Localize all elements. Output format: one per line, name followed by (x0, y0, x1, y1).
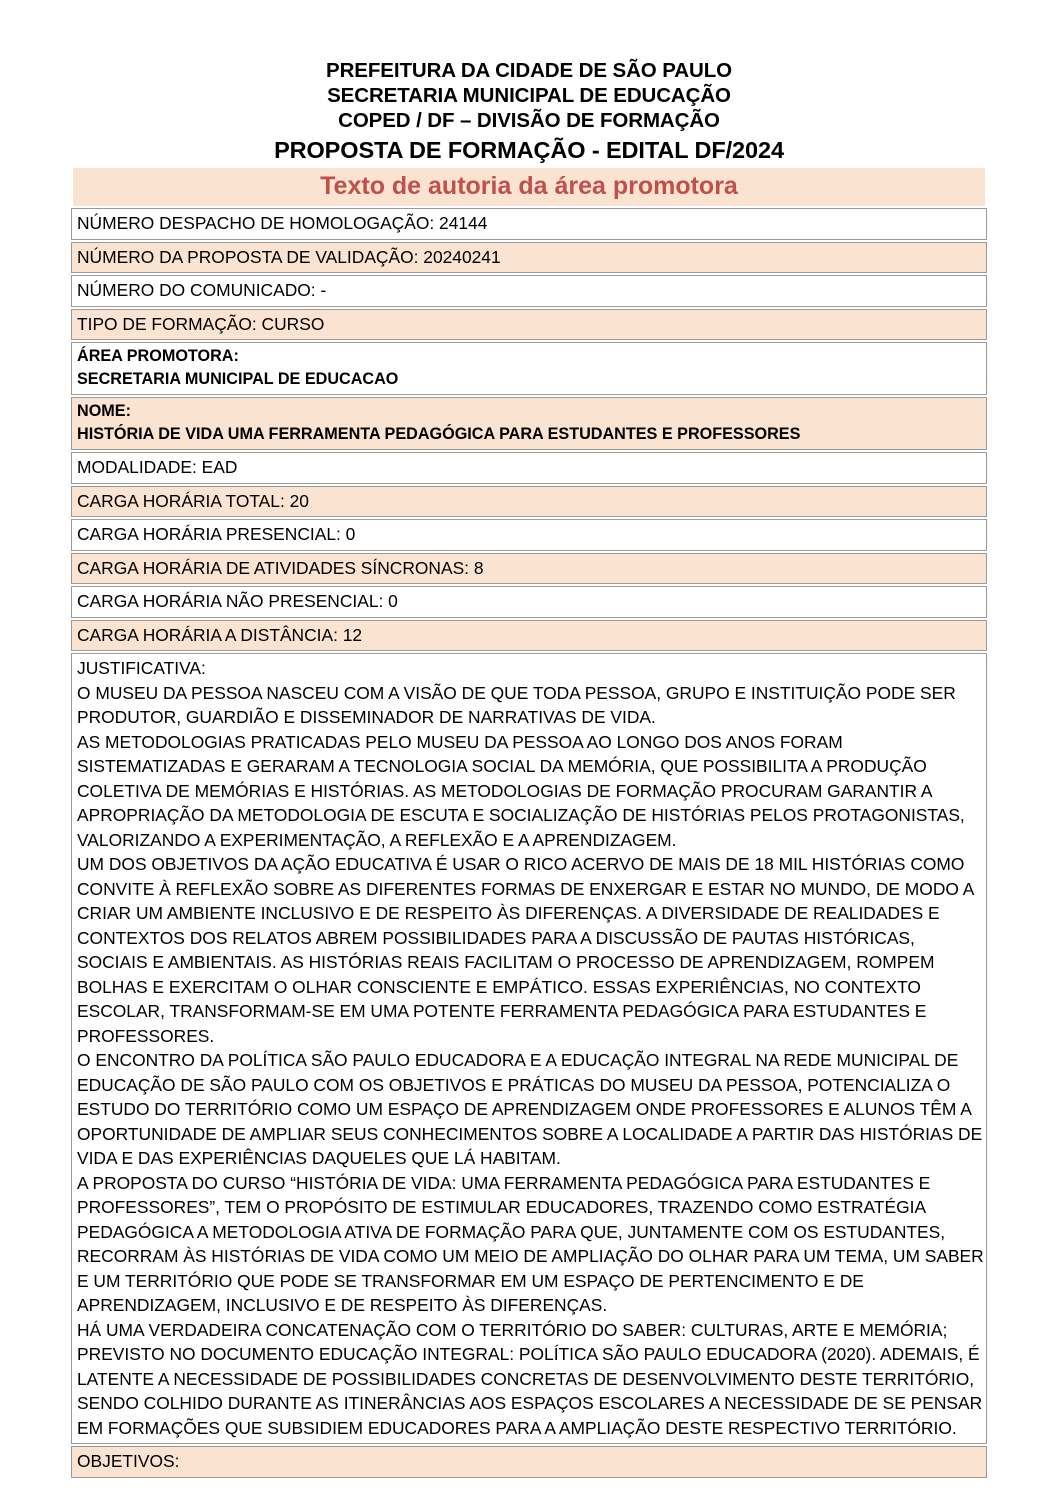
table-row-area-promotora (71, 342, 987, 395)
header-line-prefeitura: PREFEITURA DA CIDADE DE SÃO PAULO (326, 59, 732, 82)
header-line-proposta: PROPOSTA DE FORMAÇÃO - EDITAL DF/2024 (274, 137, 784, 163)
header-line-coped: COPED / DF – DIVISÃO DE FORMAÇÃO (338, 109, 720, 132)
justificativa-label: JUSTIFICATIVA: (77, 658, 206, 678)
field-justificativa (71, 653, 987, 1444)
table-row-objetivos (71, 1446, 987, 1478)
field-despacho: NÚMERO DESPACHO DE HOMOLOGAÇÃO: 24144 (71, 208, 987, 240)
header-line-secretaria: SECRETARIA MUNICIPAL DE EDUCAÇÃO (327, 84, 731, 107)
area-promotora-label: ÁREA PROMOTORA: (77, 347, 239, 365)
justificativa-paragraph: AS METODOLOGIAS PRATICADAS PELO MUSEU DA PESSOA AO LONGO DOS ANOS FORAM SISTEMATIZADAS E GERARAM A TECNOLOGIA SOCIAL DA MEMÓRIA, QUE POSSIBILITA A PRODUÇÃO COLETIVA DE MEMÓRIAS E HISTÓRIAS. AS METODOLOGIAS DE FORMAÇÃO PROCURAM GARANTIR A APROPRIAÇÃO DA METODOLOGIA DE ESCUTA E SOCIALIZAÇÃO DE HISTÓRIAS PELOS PROTAGONISTAS, VALORIZANDO A EXPERIMENTAÇÃO, A REFLEXÃO E A APRENDIZAGEM. (77, 731, 965, 850)
justificativa-paragraph: A PROPOSTA DO CURSO “HISTÓRIA DE VIDA: UMA FERRAMENTA PEDAGÓGICA PARA ESTUDANTES E PROFESSORES”, TEM O PROPÓSITO DE ESTIMULAR EDUCADORES, TRAZENDO COMO ESTRATÉGIA PEDAGÓGICA A METODOLOGIA ATIVA DE FORMAÇÃO PARA QUE, JUNTAMENTE COM OS ESTUDANTES, RECORRAM ÀS HISTÓRIAS DE VIDA COMO UM MEIO DE AMPLIAÇÃO DO OLHAR PARA UM TEMA, UM SABER E UM TERRITÓRIO QUE PODE SE TRANSFORMAR EM UM ESPAÇO DE PERTENCIMENTO E DE APRENDIZAGEM, INCLUSIVO E DE RESPEITO ÀS DIFERENÇAS. (77, 1172, 984, 1315)
justificativa-paragraph: O ENCONTRO DA POLÍTICA SÃO PAULO EDUCADORA E A EDUCAÇÃO INTEGRAL NA REDE MUNICIPAL DE EDUCAÇÃO DE SÃO PAULO COM OS OBJETIVOS E PRÁTICAS DO MUSEU DA PESSOA, POTENCIALIZA O ESTUDO DO TERRITÓRIO COMO UM ESPAÇO DE APRENDIZAGEM ONDE PROFESSORES E ALUNOS TÊM A OPORTUNIDADE DE AMPLIAR SEUS CONHECIMENTOS SOBRE A LOCALIDADE A PARTIR DAS HISTÓRIAS DE VIDA E DAS EXPERIÊNCIAS DAQUELES QUE LÁ HABITAM. (77, 1050, 983, 1168)
table-row-ch-nao-presencial (71, 586, 987, 618)
field-ch-distancia: CARGA HORÁRIA A DISTÂNCIA: 12 (71, 620, 987, 652)
justificativa-paragraph: UM DOS OBJETIVOS DA AÇÃO EDUCATIVA É USAR O RICO ACERVO DE MAIS DE 18 MIL HISTÓRIAS COMO CONVITE À REFLEXÃO SOBRE AS DIFERENTES FORMAS DE ENXERGAR E ESTAR NO MUNDO, DE MODO A CRIAR UM AMBIENTE INCLUSIVO E DE RESPEITO ÀS DIFERENÇAS. A DIVERSIDADE DE REALIDADES E CONTEXTOS DOS RELATOS ABREM POSSIBILIDADES PARA A DISCUSSÃO DE PAUTAS HISTÓRICAS, SOCIAIS E AMBIENTAIS. AS HISTÓRIAS REAIS FACILITAM O PROCESSO DE APRENDIZAGEM, ROMPEM BOLHAS E EXERCITAM O OLHAR CONSCIENTE E EMPÁTICO. ESSAS EXPERIÊNCIAS, NO CONTEXTO ESCOLAR, TRANSFORMAM-SE EM UMA POTENTE FERRAMENTA PEDAGÓGICA PARA ESTUDANTES E PROFESSORES. (77, 854, 974, 1046)
field-tipo-formacao: TIPO DE FORMAÇÃO: CURSO (71, 309, 987, 341)
table-row-ch-presencial (71, 519, 987, 551)
field-nome (71, 397, 987, 450)
table-row-ch-total (71, 486, 987, 518)
field-comunicado: NÚMERO DO COMUNICADO: - (71, 275, 987, 307)
field-modalidade: MODALIDADE: EAD (71, 452, 987, 484)
area-promotora-value: SECRETARIA MUNICIPAL DE EDUCACAO (77, 370, 399, 388)
table-row-ch-sincronas (71, 553, 987, 585)
field-ch-total: CARGA HORÁRIA TOTAL: 20 (71, 486, 987, 518)
field-proposta-validacao: NÚMERO DA PROPOSTA DE VALIDAÇÃO: 20240241 (71, 242, 987, 274)
banner-label: Texto de autoria da área promotora (320, 172, 738, 200)
field-ch-sincronas: CARGA HORÁRIA DE ATIVIDADES SÍNCRONAS: 8 (71, 553, 987, 585)
table-row-justificativa (71, 653, 987, 1444)
field-objetivos: OBJETIVOS: (71, 1446, 987, 1478)
table-row-despacho (71, 208, 987, 240)
table-row-comunicado (71, 275, 987, 307)
justificativa-paragraph: O MUSEU DA PESSOA NASCEU COM A VISÃO DE QUE TODA PESSOA, GRUPO E INSTITUIÇÃO PODE SER PRODUTOR, GUARDIÃO E DISSEMINADOR DE NARRATIVAS DE VIDA. (77, 682, 956, 727)
table-row-tipo-formacao (71, 309, 987, 341)
nome-label: NOME: (77, 402, 131, 420)
field-area-promotora (71, 342, 987, 395)
table-row-proposta-validacao (71, 242, 987, 274)
justificativa-paragraph: HÁ UMA VERDADEIRA CONCATENAÇÃO COM O TERRITÓRIO DO SABER: CULTURAS, ARTE E MEMÓRIA; PREVISTO NO DOCUMENTO EDUCAÇÃO INTEGRAL: POLÍTICA SÃO PAULO EDUCADORA (2020). ADEMAIS, É LATENTE A NECESSIDADE DE POSSIBILIDADES CONCRETAS DE DESENVOLVIMENTO DESTE TERRITÓRIO, SENDO COLHIDO DURANTE AS ITINERÂNCIAS AOS ESPAÇOS ESCOLARES A NECESSIDADE DE SE PENSAR EM FORMAÇÕES QUE SUBSIDIEM EDUCADORES PARA A AMPLIAÇÃO DESTE RESPECTIVO TERRITÓRIO. (77, 1319, 983, 1438)
field-ch-presencial: CARGA HORÁRIA PRESENCIAL: 0 (71, 519, 987, 551)
nome-value: HISTÓRIA DE VIDA UMA FERRAMENTA PEDAGÓGICA PARA ESTUDANTES E PROFESSORES (77, 425, 801, 443)
document-header (0, 0, 1058, 165)
table-row-modalidade (71, 452, 987, 484)
table-row-nome (71, 397, 987, 450)
field-ch-nao-presencial: CARGA HORÁRIA NÃO PRESENCIAL: 0 (71, 586, 987, 618)
banner-texto-autoria (73, 168, 985, 206)
proposta-table (71, 206, 987, 1480)
table-row-ch-distancia (71, 620, 987, 652)
